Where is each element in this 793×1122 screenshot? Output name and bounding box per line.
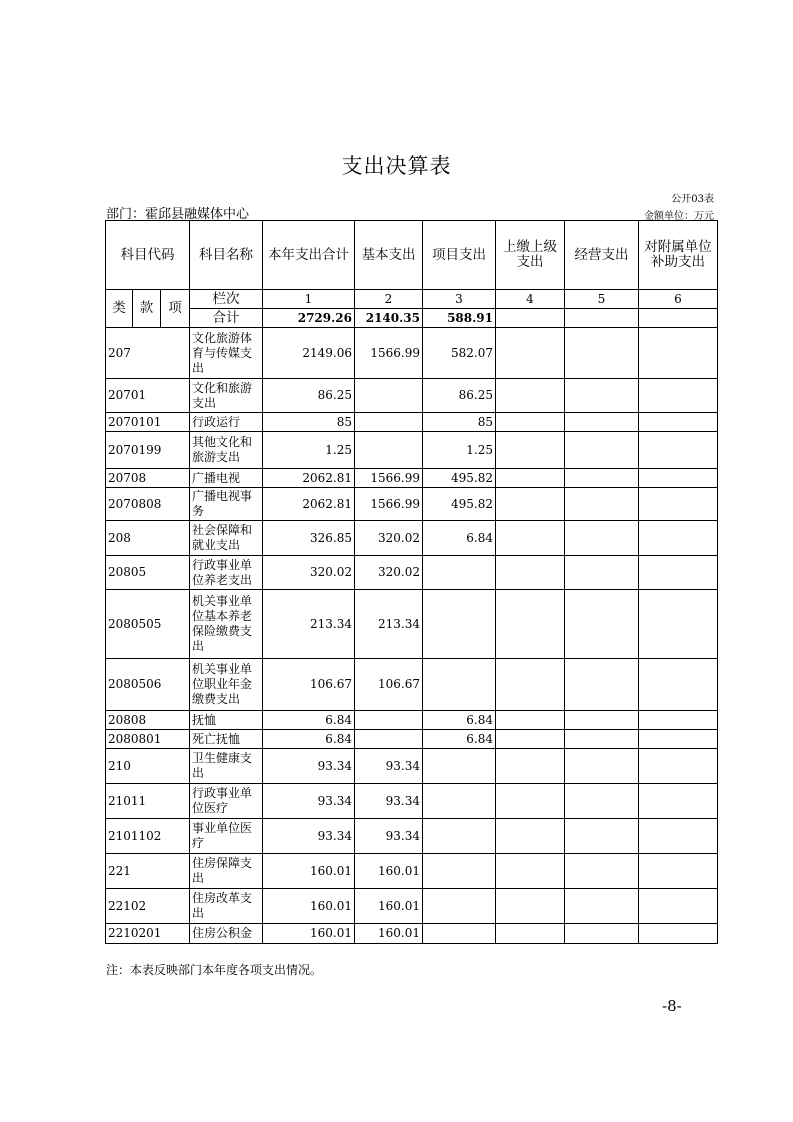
row-business bbox=[565, 556, 639, 590]
row-project: 86.25 bbox=[423, 379, 496, 413]
row-project: 495.82 bbox=[423, 469, 496, 488]
row-code: 208 bbox=[106, 521, 190, 556]
table-row bbox=[106, 488, 718, 521]
col-number-5: 5 bbox=[565, 290, 639, 309]
row-subsidy bbox=[639, 432, 718, 469]
row-project: 6.84 bbox=[423, 711, 496, 730]
row-business bbox=[565, 328, 639, 379]
header-upper: 上缴上级支出 bbox=[496, 221, 565, 290]
row-project: 6.84 bbox=[423, 521, 496, 556]
header-lei: 类 bbox=[106, 290, 133, 328]
row-subsidy bbox=[639, 749, 718, 784]
row-subsidy bbox=[639, 659, 718, 711]
table-row bbox=[106, 659, 718, 711]
row-total: 2062.81 bbox=[263, 469, 355, 488]
row-total: 320.02 bbox=[263, 556, 355, 590]
row-name: 行政事业单位养老支出 bbox=[190, 556, 263, 590]
col-number-2: 2 bbox=[355, 290, 423, 309]
row-code: 22102 bbox=[106, 889, 190, 924]
expenditure-table bbox=[105, 220, 718, 944]
row-upper bbox=[496, 711, 565, 730]
row-subsidy bbox=[639, 488, 718, 521]
row-basic: 93.34 bbox=[355, 819, 423, 854]
row-name: 广播电视 bbox=[190, 469, 263, 488]
row-basic: 1566.99 bbox=[355, 488, 423, 521]
row-project: 495.82 bbox=[423, 488, 496, 521]
row-upper bbox=[496, 590, 565, 659]
table-row bbox=[106, 854, 718, 889]
row-upper bbox=[496, 328, 565, 379]
row-business bbox=[565, 749, 639, 784]
col-number-4: 4 bbox=[496, 290, 565, 309]
row-project bbox=[423, 556, 496, 590]
row-upper bbox=[496, 413, 565, 432]
row-upper bbox=[496, 819, 565, 854]
row-project bbox=[423, 819, 496, 854]
row-business bbox=[565, 711, 639, 730]
unit-label: 金额单位：万元 bbox=[644, 211, 714, 222]
row-basic bbox=[355, 413, 423, 432]
row-name: 机关事业单位职业年金缴费支出 bbox=[190, 659, 263, 711]
totals-total: 2729.26 bbox=[263, 309, 355, 328]
row-subsidy bbox=[639, 379, 718, 413]
row-code: 20805 bbox=[106, 556, 190, 590]
row-name: 机关事业单位基本养老保险缴费支出 bbox=[190, 590, 263, 659]
row-total: 93.34 bbox=[263, 784, 355, 819]
row-total: 160.01 bbox=[263, 854, 355, 889]
header-lanci: 栏次 bbox=[190, 290, 263, 309]
row-subsidy bbox=[639, 556, 718, 590]
header-subsidy: 对附属单位补助支出 bbox=[639, 221, 718, 290]
row-code: 221 bbox=[106, 854, 190, 889]
row-project: 6.84 bbox=[423, 730, 496, 749]
table-row bbox=[106, 521, 718, 556]
row-total: 93.34 bbox=[263, 749, 355, 784]
row-subsidy bbox=[639, 590, 718, 659]
row-business bbox=[565, 819, 639, 854]
row-basic: 160.01 bbox=[355, 924, 423, 944]
row-project bbox=[423, 749, 496, 784]
col-number-6: 6 bbox=[639, 290, 718, 309]
row-code: 20708 bbox=[106, 469, 190, 488]
row-total: 2149.06 bbox=[263, 328, 355, 379]
header-total: 本年支出合计 bbox=[263, 221, 355, 290]
row-project bbox=[423, 924, 496, 944]
row-subsidy bbox=[639, 730, 718, 749]
totals-upper bbox=[496, 309, 565, 328]
row-business bbox=[565, 469, 639, 488]
row-subsidy bbox=[639, 469, 718, 488]
row-business bbox=[565, 854, 639, 889]
row-project bbox=[423, 590, 496, 659]
table-row bbox=[106, 590, 718, 659]
table-row bbox=[106, 711, 718, 730]
row-basic: 93.34 bbox=[355, 784, 423, 819]
table-row bbox=[106, 556, 718, 590]
row-name: 住房保障支出 bbox=[190, 854, 263, 889]
row-name: 住房改革支出 bbox=[190, 889, 263, 924]
row-upper bbox=[496, 521, 565, 556]
row-business bbox=[565, 924, 639, 944]
totals-business bbox=[565, 309, 639, 328]
row-code: 2070199 bbox=[106, 432, 190, 469]
table-note: 注：本表反映部门本年度各项支出情况。 bbox=[106, 963, 323, 977]
row-basic bbox=[355, 730, 423, 749]
row-basic: 1566.99 bbox=[355, 469, 423, 488]
row-project bbox=[423, 784, 496, 819]
table-row bbox=[106, 784, 718, 819]
row-code: 2080505 bbox=[106, 590, 190, 659]
table-row bbox=[106, 889, 718, 924]
totals-subsidy bbox=[639, 309, 718, 328]
row-code: 2080801 bbox=[106, 730, 190, 749]
row-code: 20808 bbox=[106, 711, 190, 730]
row-business bbox=[565, 590, 639, 659]
row-total: 213.34 bbox=[263, 590, 355, 659]
row-project: 85 bbox=[423, 413, 496, 432]
totals-label: 合计 bbox=[190, 309, 263, 328]
row-total: 160.01 bbox=[263, 889, 355, 924]
header-row bbox=[106, 221, 718, 290]
row-upper bbox=[496, 924, 565, 944]
page-title: 支出决算表 bbox=[341, 154, 452, 178]
row-name: 广播电视事务 bbox=[190, 488, 263, 521]
row-total: 1.25 bbox=[263, 432, 355, 469]
row-business bbox=[565, 413, 639, 432]
row-subsidy bbox=[639, 711, 718, 730]
row-name: 住房公积金 bbox=[190, 924, 263, 944]
row-subsidy bbox=[639, 784, 718, 819]
row-total: 160.01 bbox=[263, 924, 355, 944]
row-project: 1.25 bbox=[423, 432, 496, 469]
totals-row bbox=[106, 309, 718, 328]
row-basic bbox=[355, 379, 423, 413]
table-row bbox=[106, 413, 718, 432]
row-business bbox=[565, 889, 639, 924]
row-code: 207 bbox=[106, 328, 190, 379]
row-code: 2070808 bbox=[106, 488, 190, 521]
table-row bbox=[106, 819, 718, 854]
row-code: 2070101 bbox=[106, 413, 190, 432]
row-name: 其他文化和旅游支出 bbox=[190, 432, 263, 469]
row-code: 21011 bbox=[106, 784, 190, 819]
header-code: 科目代码 bbox=[106, 221, 190, 290]
row-subsidy bbox=[639, 854, 718, 889]
row-subsidy bbox=[639, 889, 718, 924]
row-upper bbox=[496, 889, 565, 924]
col-number-3: 3 bbox=[423, 290, 496, 309]
row-total: 2062.81 bbox=[263, 488, 355, 521]
row-upper bbox=[496, 730, 565, 749]
row-basic bbox=[355, 711, 423, 730]
table-row bbox=[106, 730, 718, 749]
department-label: 部门：霍邱县融媒体中心 bbox=[106, 207, 250, 222]
row-code: 20701 bbox=[106, 379, 190, 413]
row-subsidy bbox=[639, 924, 718, 944]
row-name: 社会保障和就业支出 bbox=[190, 521, 263, 556]
table-row bbox=[106, 432, 718, 469]
header-name: 科目名称 bbox=[190, 221, 263, 290]
row-total: 93.34 bbox=[263, 819, 355, 854]
row-project: 582.07 bbox=[423, 328, 496, 379]
row-business bbox=[565, 432, 639, 469]
row-name: 文化和旅游支出 bbox=[190, 379, 263, 413]
table-row bbox=[106, 749, 718, 784]
header-kuan: 款 bbox=[133, 290, 161, 328]
row-basic bbox=[355, 432, 423, 469]
row-code: 2080506 bbox=[106, 659, 190, 711]
row-business bbox=[565, 379, 639, 413]
row-total: 6.84 bbox=[263, 730, 355, 749]
row-total: 326.85 bbox=[263, 521, 355, 556]
row-basic: 106.67 bbox=[355, 659, 423, 711]
row-upper bbox=[496, 432, 565, 469]
row-name: 行政事业单位医疗 bbox=[190, 784, 263, 819]
row-basic: 93.34 bbox=[355, 749, 423, 784]
row-upper bbox=[496, 854, 565, 889]
row-project bbox=[423, 854, 496, 889]
row-upper bbox=[496, 659, 565, 711]
header-xiang: 项 bbox=[161, 290, 190, 328]
row-upper bbox=[496, 379, 565, 413]
row-upper bbox=[496, 556, 565, 590]
row-basic: 213.34 bbox=[355, 590, 423, 659]
row-project bbox=[423, 889, 496, 924]
row-upper bbox=[496, 784, 565, 819]
table-row bbox=[106, 379, 718, 413]
row-upper bbox=[496, 469, 565, 488]
table-row bbox=[106, 328, 718, 379]
row-total: 86.25 bbox=[263, 379, 355, 413]
row-total: 6.84 bbox=[263, 711, 355, 730]
row-total: 106.67 bbox=[263, 659, 355, 711]
row-upper bbox=[496, 749, 565, 784]
row-subsidy bbox=[639, 413, 718, 432]
header-project: 项目支出 bbox=[423, 221, 496, 290]
table-number: 公开03表 bbox=[671, 194, 714, 205]
row-basic: 160.01 bbox=[355, 889, 423, 924]
row-subsidy bbox=[639, 819, 718, 854]
row-business bbox=[565, 659, 639, 711]
row-name: 卫生健康支出 bbox=[190, 749, 263, 784]
totals-project: 588.91 bbox=[423, 309, 496, 328]
header-business: 经营支出 bbox=[565, 221, 639, 290]
row-business bbox=[565, 730, 639, 749]
row-business bbox=[565, 784, 639, 819]
row-name: 死亡抚恤 bbox=[190, 730, 263, 749]
table-row bbox=[106, 924, 718, 944]
row-upper bbox=[496, 488, 565, 521]
row-total: 85 bbox=[263, 413, 355, 432]
row-basic: 1566.99 bbox=[355, 328, 423, 379]
row-subsidy bbox=[639, 328, 718, 379]
col-number-1: 1 bbox=[263, 290, 355, 309]
row-code: 210 bbox=[106, 749, 190, 784]
column-number-row bbox=[106, 290, 718, 309]
row-name: 文化旅游体育与传媒支出 bbox=[190, 328, 263, 379]
row-code: 2210201 bbox=[106, 924, 190, 944]
row-name: 行政运行 bbox=[190, 413, 263, 432]
row-name: 抚恤 bbox=[190, 711, 263, 730]
row-business bbox=[565, 488, 639, 521]
row-project bbox=[423, 659, 496, 711]
row-basic: 320.02 bbox=[355, 521, 423, 556]
header-basic: 基本支出 bbox=[355, 221, 423, 290]
totals-basic: 2140.35 bbox=[355, 309, 423, 328]
row-name: 事业单位医疗 bbox=[190, 819, 263, 854]
row-business bbox=[565, 521, 639, 556]
table-row bbox=[106, 469, 718, 488]
row-basic: 320.02 bbox=[355, 556, 423, 590]
row-subsidy bbox=[639, 521, 718, 556]
row-code: 2101102 bbox=[106, 819, 190, 854]
row-basic: 160.01 bbox=[355, 854, 423, 889]
page-number: -8- bbox=[662, 997, 682, 1015]
